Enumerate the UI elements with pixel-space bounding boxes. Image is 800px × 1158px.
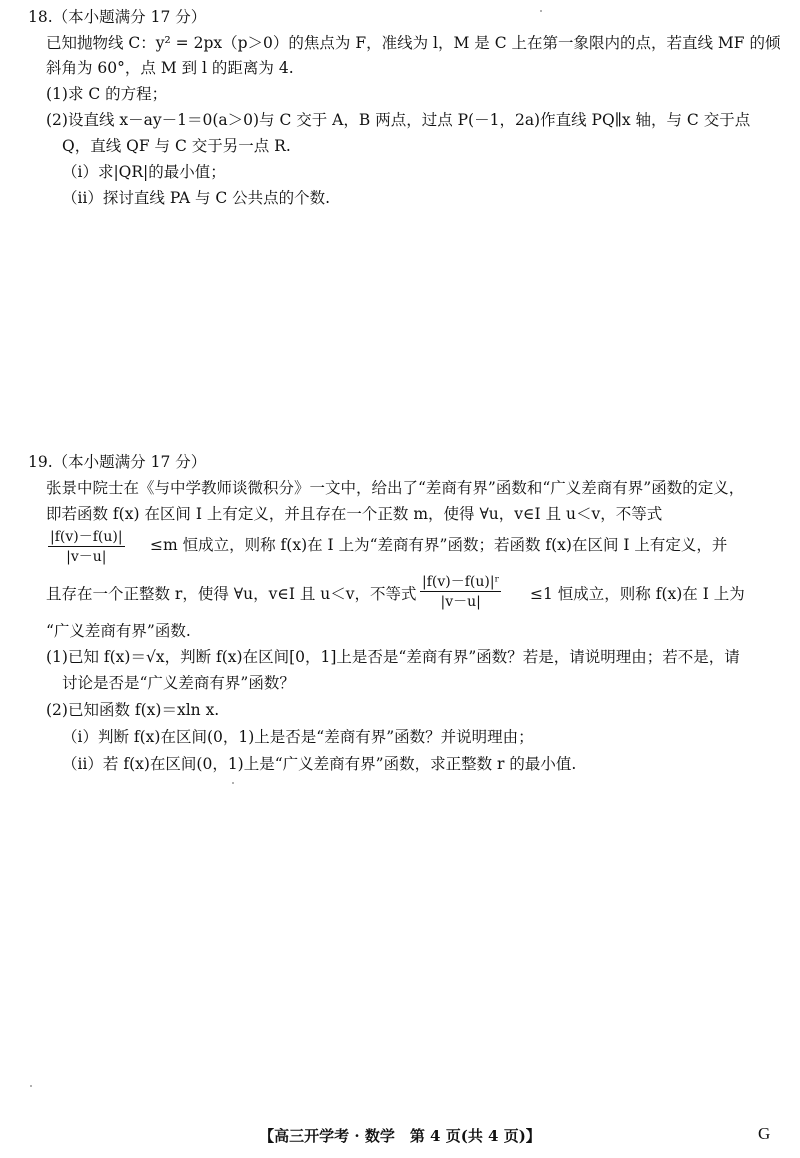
q18-header: 18.（本小题满分 17 分）: [28, 8, 207, 26]
q18-part1: (1)求 C 的方程；: [46, 85, 168, 103]
page-footer: 【高三开学考 · 数学 第 4 页(共 4 页)】: [259, 1127, 541, 1145]
q18-stem-line1: 已知抛物线 C：y² = 2px（p＞0）的焦点为 F，准线为 l，M 是 C 上在第一象限内的点，若直线 MF 的倾: [46, 34, 781, 52]
q19-part1-line2: 讨论是否是“广义差商有界”函数？: [62, 674, 295, 692]
q19-stem-line2: 即若函数 f(x) 在区间 I 上有定义，并且存在一个正数 m，使得 ∀u，v∈I 且 u＜v，不等式: [46, 505, 663, 523]
q18-part2-line1: (2)设直线 x－ay－1＝0(a＞0)与 C 交于 A，B 两点，过点 P(－1，2a)作直线 PQ∥x 轴，与 C 交于点: [46, 111, 751, 129]
q19-fraction-2-numerator: |f(v)－f(u)|ʳ: [422, 574, 500, 590]
q18-part2-line2: Q，直线 QF 与 C 交于另一点 R.: [62, 137, 291, 155]
q19-stem-line4-start: 且存在一个正整数 r，使得 ∀u，v∈I 且 u＜v，不等式: [46, 585, 417, 603]
q19-stem-line3: ≤m 恒成立，则称 f(x)在 I 上为“差商有界”函数；若函数 f(x)在区间 I 上有定义，并: [150, 536, 728, 554]
q19-part2-i: （ⅰ）判断 f(x)在区间(0，1)上是否是“差商有界”函数？并说明理由；: [62, 728, 534, 746]
q19-fraction-2-denominator: |v－u|: [440, 594, 481, 610]
q18-part2-ii: （ⅱ）探讨直线 PA 与 C 公共点的个数.: [62, 189, 331, 207]
paper-code: G: [758, 1124, 771, 1143]
q19-part2-ii: （ⅱ）若 f(x)在区间(0，1)上是“广义差商有界”函数，求正整数 r 的最小值.: [62, 755, 577, 773]
q19-fraction-1: [48, 530, 125, 564]
q19-part2: (2)已知函数 f(x)＝xln x.: [46, 701, 220, 719]
scan-speck: [540, 10, 542, 12]
q19-header: 19.（本小题满分 17 分）: [28, 453, 207, 471]
q19-fraction-1-denominator: |v－u|: [66, 549, 107, 565]
q19-stem-line1: 张景中院士在《与中学教师谈微积分》一文中，给出了“差商有界”函数和“广义差商有界”函数的定义，: [46, 479, 745, 497]
q18-part2-i: （ⅰ）求|QR|的最小值；: [62, 163, 226, 181]
q19-part1-line1: (1)已知 f(x)＝√x，判断 f(x)在区间[0，1]上是否是“差商有界”函数？若是，请说明理由；若不是，请: [46, 648, 740, 666]
scan-speck: [30, 1085, 32, 1087]
scan-speck: [232, 782, 234, 784]
q19-fraction-1-numerator: |f(v)－f(u)|: [50, 529, 123, 545]
q18-stem-line2: 斜角为 60°，点 M 到 l 的距离为 4.: [46, 59, 294, 77]
q19-stem-line4-end: ≤1 恒成立，则称 f(x)在 I 上为: [530, 585, 745, 603]
q19-stem-line5: “广义差商有界”函数.: [46, 622, 191, 640]
q19-fraction-2: [420, 575, 501, 609]
